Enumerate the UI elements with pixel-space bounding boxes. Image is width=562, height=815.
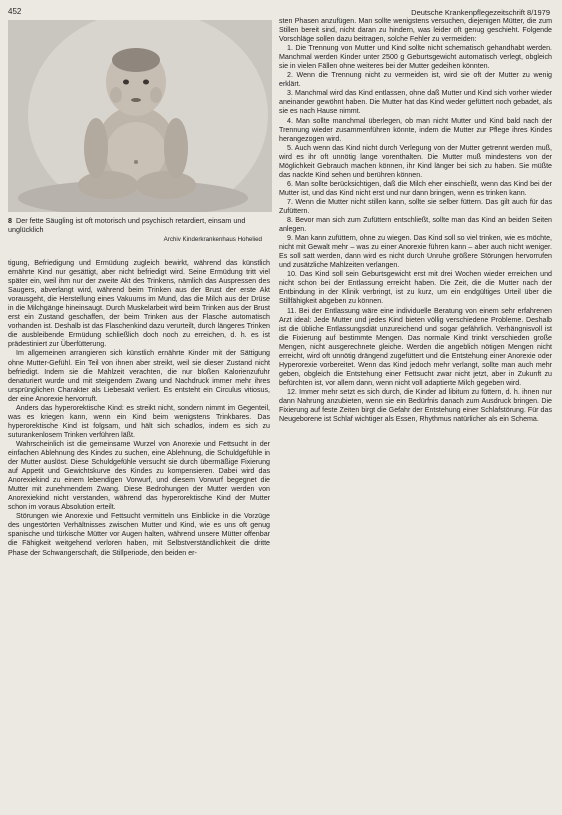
suggestion-item: 11. Bei der Entlassung wäre eine individuelle Beratung von einem sehr erfahrenen Arzt ideal: Jede Mutter und jedes Kind bieten völlig verschiedene Probleme. Deshalb ist die übliche Entlassungsdiät unzureichend und sogar gefährlich. Verhängnisvoll ist die Fixierung auf bestimmte Mengen. Das normale Kind trinkt verschieden große Mengen, nicht ausgerechnete gleiche. Werden die angeblich nötigen Mengen nicht erreicht, wird oft unnötig drängend zugefüttert und die Entstehung einer Anorexie oder Hyperorexie vorbereitet. Wenn das Kind jedoch mehr verlangt, sollte man auch mehr geben, obgleich die Entstehung einer Fettsucht zwar nicht jetzt, aber in Zukunft zu befürchten ist, vor allem dann, wenn nicht voll adaptierte Milch gegeben wird. (279, 306, 552, 387)
suggestion-item: 8. Bevor man sich zum Zufüttern entschließt, sollte man das Kind an beiden Seiten anlegen. (279, 216, 552, 234)
suggestion-item: 1. Die Trennung von Mutter und Kind sollte nicht schematisch gehandhabt werden. Manchmal werden Kinder unter 2500 g Geburtsgewicht automatisch verlegt, obgleich sie in vielen Fällen ohne weiteres bei der Mutter gedeihen könnten. (279, 44, 552, 71)
figure-number: 8 (8, 216, 12, 225)
page-number: 452 (8, 7, 22, 16)
suggestion-item: 3. Manchmal wird das Kind entlassen, ohne daß Mutter und Kind sich vorher wieder aneinander gewöhnt haben. Die Mutter hat das Kind weder gefüttert noch gebadet, als sie es nach Hause nimmt. (279, 89, 552, 116)
paragraph: Anders das hyperorektische Kind: es streikt nicht, sondern nimmt im Gegenteil, was es kriegen kann, wenn ein Kind beim wenigstens Trinkbares. Das hyperorektische Kind ist folgsam, und hält sich schadlos, indem es sich zu suturankenlosem Trinken verführen läßt. (8, 403, 270, 439)
baby-photo (8, 20, 272, 212)
figure-caption-text: Der fette Säugling ist oft motorisch und psychisch retardiert, einsam und unglücklich (8, 216, 246, 234)
suggestion-item: 12. Immer mehr setzt es sich durch, die Kinder ad libitum zu füttern, d. h. ihnen nur dann Nahrung anzubieten, wenn sie ein Bedürfnis danach zum Ausdruck bringen. Die Fixierung auf feste Zeiten birgt die Gefahr der Entstehung einer Schlafstörung. Für das Neugeborene ist Schlaf wichtiger als Essen, Rhythmus natürlicher als ein Schema. (279, 387, 552, 424)
left-column (8, 259, 270, 558)
figure-caption (8, 216, 272, 234)
suggestion-item: 4. Man sollte manchmal überlegen, ob man nicht Mutter und Kind bald nach der Trennung wieder zusammenführen könnte, indem die Mutter zur Pflege ihres Kindes herangezogen wird. (279, 116, 552, 143)
right-column (279, 17, 552, 424)
paragraph: Wahrscheinlich ist die gemeinsame Wurzel von Anorexie und Fettsucht in der einfachen Ablehnung des Kindes zu suchen, eine Ablehnung, die Schuldgefühle in der Mutter auslöst. Diese Schuldgefühle versucht sie durch übermäßige Fixierung auf Appetit und Gewichtskurve des Kindes zu kompensieren. Dabei wird das Anorexiekind zu einem lebendigen Vorwurf, und diesem Vorwurf begegnet die Mutter mit zunehmendem Zwang. Diese Bedrohungen der Mutter werden von Anorexiekind nicht verstanden, während das hyperorektische Kind der Mutter schon im voraus Absolution erteilt. (8, 439, 270, 512)
running-header: Deutsche Krankenpflegezeitschrift 8/1979 (411, 8, 550, 17)
suggestion-item: 6. Man sollte berücksichtigen, daß die Milch eher einschießt, wenn das Kind bei der Mutter ist, und das Kind nicht erst und nur dann bringen, wenn es trinken kann. (279, 179, 552, 197)
paragraph: Störungen wie Anorexie und Fettsucht vermitteln uns Einblicke in die Vorzüge des ungestörten Verhältnisses zwischen Mutter und Kind, wie es uns oft genug spanische und türkische Mütter vor Augen halten, während unsere Mütter offenbar die Fähigkeit weitgehend verloren haben, mit Selbstverständlichkeit die dritte Phase der Schwangerschaft, die Stillperiode, den beiden er- (8, 512, 270, 557)
suggestion-item: 5. Auch wenn das Kind nicht durch Verlegung von der Mutter getrennt werden muß, wird es ihr oft unnötig lange vorenthalten. Die Mutter muß mindestens von der Möglichkeit Gebrauch machen können, ihr Kind länger bei sich zu haben. Sie müßte das nackte Kind sehen und berühren können. (279, 143, 552, 179)
intro-paragraph: sten Phasen anzufügen. Man sollte wenigstens versuchen, diejenigen Mütter, die zum Stillen bereit sind, nicht daran zu hindern, was leider oft genug geschieht. Folgende Vorschläge sollen dazu beitragen, solche Fehler zu vermeiden: (279, 17, 552, 44)
suggestion-item: 10. Das Kind soll sein Geburtsgewicht erst mit drei Wochen wieder erreichen und nicht schon bei der Entlassung erreicht haben. Die Zeit, die die Mutter nach der Entbindung in der Klinik verbringt, ist zu kurz, um ein endgültiges Urteil über die Stillfähigkeit abgeben zu können. (279, 270, 552, 306)
baby-photo-illustration (8, 20, 272, 212)
paragraph: Im allgemeinen arrangieren sich künstlich ernährte Kinder mit der Sättigung ohne Mutter-Gefühl. Ein Teil von ihnen aber streikt, weil sie dieser Zustand nicht befriedigt. Indem sie die Mahlzeit verachten, die nur bloßen Kalorienzufuhr denaturiert wurde und mit steigendem Zwang und Nachdruck immer mehr ihres ursprünglichen Charakter als Liebesakt verliert. Es entsteht ein Circulus vitiosus, der eine Anorexie hervorruft. (8, 349, 270, 403)
suggestion-item: 9. Man kann zufüttern, ohne zu wiegen. Das Kind soll so viel trinken, wie es möchte, nicht mit Gewalt mehr – was zu einer Anorexie führen kann – aber auch nicht weniger. Es soll satt werden, dann wird es nicht durch Unruhe größere Störungen hervorrufen und zusätzliche Mahlzeiten verlangen. (279, 234, 552, 270)
figure-credit: Archiv Kinderkrankenhaus Hohelied (163, 236, 262, 243)
suggestion-item: 7. Wenn die Mutter nicht stillen kann, sollte sie selber füttern. Das gilt auch für das Zufüttern. (279, 197, 552, 215)
paragraph: tigung, Befriedigung und Ermüdung zugleich bewirkt, während das künstlich ernährte Kind nur gesättigt, aber nicht befriedigt wird. Seine Ermüdung tritt viel später ein, weil ihm nur der zweite Akt des Trinkens, nämlich das Auspressen des Saugers, abverlangt wird, während beim Trinken aus der Brust der erste Akt vorausgeht, die Herstellung eines Vakuums im Mund, das die Milch aus der Drüse in die Milchgänge hineinsaugt. Durch Muskelarbeit wird beim Trinken aus der Brust erst ein Zustand geschaffen, der beim Trinken aus der Flasche automatisch vorhanden ist. Deshalb ist das Flaschenkind dazu verurteilt, durch längeres Trinken die ausbleibende Ermüdung schließlich doch noch zu erreichen, d. h. es ist prädestiniert zur Überfütterung. (8, 259, 270, 349)
suggestion-item: 2. Wenn die Trennung nicht zu vermeiden ist, wird sie oft der Mutter zu wenig erklärt. (279, 71, 552, 89)
